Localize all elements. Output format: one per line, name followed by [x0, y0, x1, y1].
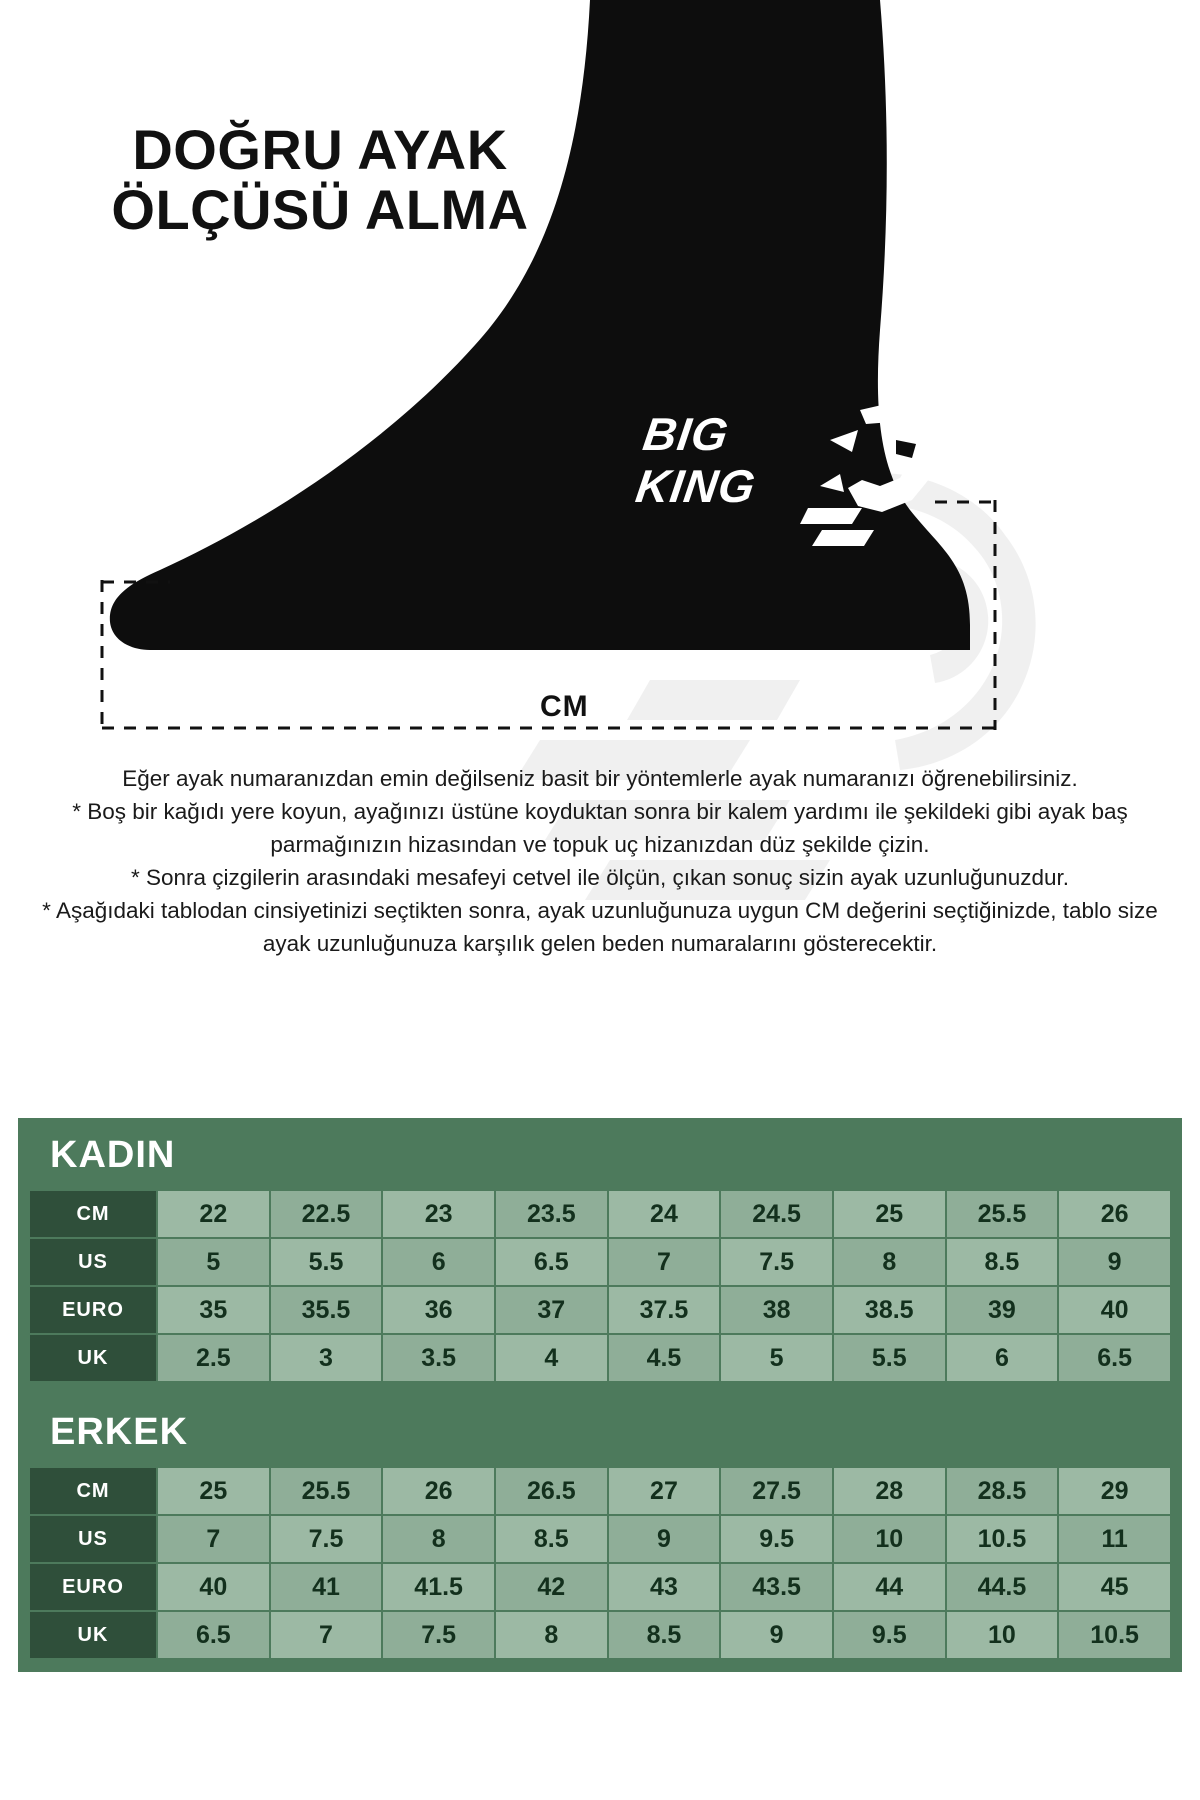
cell: 43 — [608, 1563, 721, 1611]
cell: 24.5 — [720, 1190, 833, 1238]
table-row — [29, 1238, 1171, 1286]
cell: 8.5 — [495, 1515, 608, 1563]
cell: 8.5 — [946, 1238, 1059, 1286]
cell: 7 — [157, 1515, 270, 1563]
row-label-uk: UK — [29, 1334, 157, 1382]
instruction-paragraph-3: * Sonra çizgilerin arasındaki mesafeyi cetvel ile ölçün, çıkan sonuç sizin ayak uzunluğunuzdur. — [130, 865, 1069, 890]
cell: 10 — [833, 1515, 946, 1563]
cell: 7 — [270, 1611, 383, 1659]
instructions-block — [30, 762, 1170, 960]
cell: 26 — [382, 1467, 495, 1515]
big-king-logo — [632, 400, 930, 560]
cell: 5 — [157, 1238, 270, 1286]
cell: 23 — [382, 1190, 495, 1238]
foot-illustration — [90, 0, 1200, 760]
table-row — [29, 1467, 1171, 1515]
cell: 40 — [157, 1563, 270, 1611]
cell: 3 — [270, 1334, 383, 1382]
table-women — [28, 1189, 1172, 1383]
cell: 29 — [1058, 1467, 1171, 1515]
row-label-uk: UK — [29, 1611, 157, 1659]
lion-head-icon — [800, 400, 940, 550]
cell: 22 — [157, 1190, 270, 1238]
row-label-us: US — [29, 1238, 157, 1286]
cell: 24 — [608, 1190, 721, 1238]
cell: 35 — [157, 1286, 270, 1334]
hero-section — [0, 0, 1200, 760]
cell: 25.5 — [946, 1190, 1059, 1238]
logo-wordmark — [633, 408, 767, 512]
cell: 23.5 — [495, 1190, 608, 1238]
cell: 41.5 — [382, 1563, 495, 1611]
cell: 28.5 — [946, 1467, 1059, 1515]
cell: 9 — [1058, 1238, 1171, 1286]
cell: 8 — [833, 1238, 946, 1286]
cell: 9.5 — [720, 1515, 833, 1563]
cell: 4.5 — [608, 1334, 721, 1382]
page-title: DOĞRU AYAK ÖLÇÜSÜ ALMA — [111, 118, 529, 242]
table-row — [29, 1190, 1171, 1238]
cell: 11 — [1058, 1515, 1171, 1563]
table-row — [29, 1563, 1171, 1611]
logo-line-1: BIG — [640, 408, 733, 460]
table-row — [29, 1611, 1171, 1659]
cell: 7.5 — [270, 1515, 383, 1563]
cell: 7.5 — [382, 1611, 495, 1659]
row-label-cm: CM — [29, 1190, 157, 1238]
cell: 40 — [1058, 1286, 1171, 1334]
table-men — [28, 1466, 1172, 1660]
cell: 8 — [495, 1611, 608, 1659]
cm-measure-label: CM — [540, 690, 589, 723]
row-label-us: US — [29, 1515, 157, 1563]
cell: 26.5 — [495, 1467, 608, 1515]
cell: 6.5 — [157, 1611, 270, 1659]
instruction-paragraph-1: Eğer ayak numaranızdan emin değilseniz basit bir yöntemlerle ayak numaranızı öğrenebilirsiniz. — [122, 766, 1078, 791]
cell: 25 — [833, 1190, 946, 1238]
cell: 25.5 — [270, 1467, 383, 1515]
cell: 8.5 — [608, 1611, 721, 1659]
size-table-men — [18, 1395, 1182, 1672]
cell: 7 — [608, 1238, 721, 1286]
cell: 36 — [382, 1286, 495, 1334]
table-title-women: KADIN — [50, 1134, 176, 1176]
cell: 10 — [946, 1611, 1059, 1659]
cell: 9.5 — [833, 1611, 946, 1659]
cell: 27.5 — [720, 1467, 833, 1515]
cell: 6 — [946, 1334, 1059, 1382]
cell: 37 — [495, 1286, 608, 1334]
cell: 27 — [608, 1467, 721, 1515]
table-row — [29, 1286, 1171, 1334]
instruction-paragraph-4: * Aşağıdaki tablodan cinsiyetinizi seçtikten sonra, ayak uzunluğunuza uygun CM değerini seçtiğinizde, tablo size ayak uzunluğunuza karşılık gelen beden numaralarını gösterecektir. — [42, 898, 1158, 956]
cell: 28 — [833, 1467, 946, 1515]
cell: 3.5 — [382, 1334, 495, 1382]
cell: 9 — [608, 1515, 721, 1563]
size-tables — [18, 1118, 1182, 1672]
row-label-euro: EURO — [29, 1563, 157, 1611]
cell: 5 — [720, 1334, 833, 1382]
cell: 5.5 — [833, 1334, 946, 1382]
cell: 37.5 — [608, 1286, 721, 1334]
cell: 38.5 — [833, 1286, 946, 1334]
cell: 6.5 — [495, 1238, 608, 1286]
cell: 39 — [946, 1286, 1059, 1334]
cell: 2.5 — [157, 1334, 270, 1382]
cell: 44 — [833, 1563, 946, 1611]
row-label-cm: CM — [29, 1467, 157, 1515]
cell: 9 — [720, 1611, 833, 1659]
table-title-men: ERKEK — [50, 1411, 189, 1453]
cell: 41 — [270, 1563, 383, 1611]
cell: 7.5 — [720, 1238, 833, 1286]
cell: 8 — [382, 1515, 495, 1563]
logo-line-2: KING — [632, 460, 759, 512]
cell: 6.5 — [1058, 1334, 1171, 1382]
cell: 25 — [157, 1467, 270, 1515]
cell: 44.5 — [946, 1563, 1059, 1611]
cell: 42 — [495, 1563, 608, 1611]
cell: 4 — [495, 1334, 608, 1382]
cell: 26 — [1058, 1190, 1171, 1238]
instruction-paragraph-2: * Boş bir kağıdı yere koyun, ayağınızı üstüne koyduktan sonra bir kalem yardımı ile şekildeki gibi ayak baş parmağınızın hizasından ve topuk uç hizanızdan düz şekilde çizin. — [72, 799, 1128, 857]
cell: 6 — [382, 1238, 495, 1286]
cell: 5.5 — [270, 1238, 383, 1286]
cell: 45 — [1058, 1563, 1171, 1611]
cell: 22.5 — [270, 1190, 383, 1238]
cell: 10.5 — [946, 1515, 1059, 1563]
table-row — [29, 1515, 1171, 1563]
table-row — [29, 1334, 1171, 1382]
cell: 10.5 — [1058, 1611, 1171, 1659]
cell: 35.5 — [270, 1286, 383, 1334]
cell: 43.5 — [720, 1563, 833, 1611]
cell: 38 — [720, 1286, 833, 1334]
size-table-women — [18, 1118, 1182, 1395]
row-label-euro: EURO — [29, 1286, 157, 1334]
